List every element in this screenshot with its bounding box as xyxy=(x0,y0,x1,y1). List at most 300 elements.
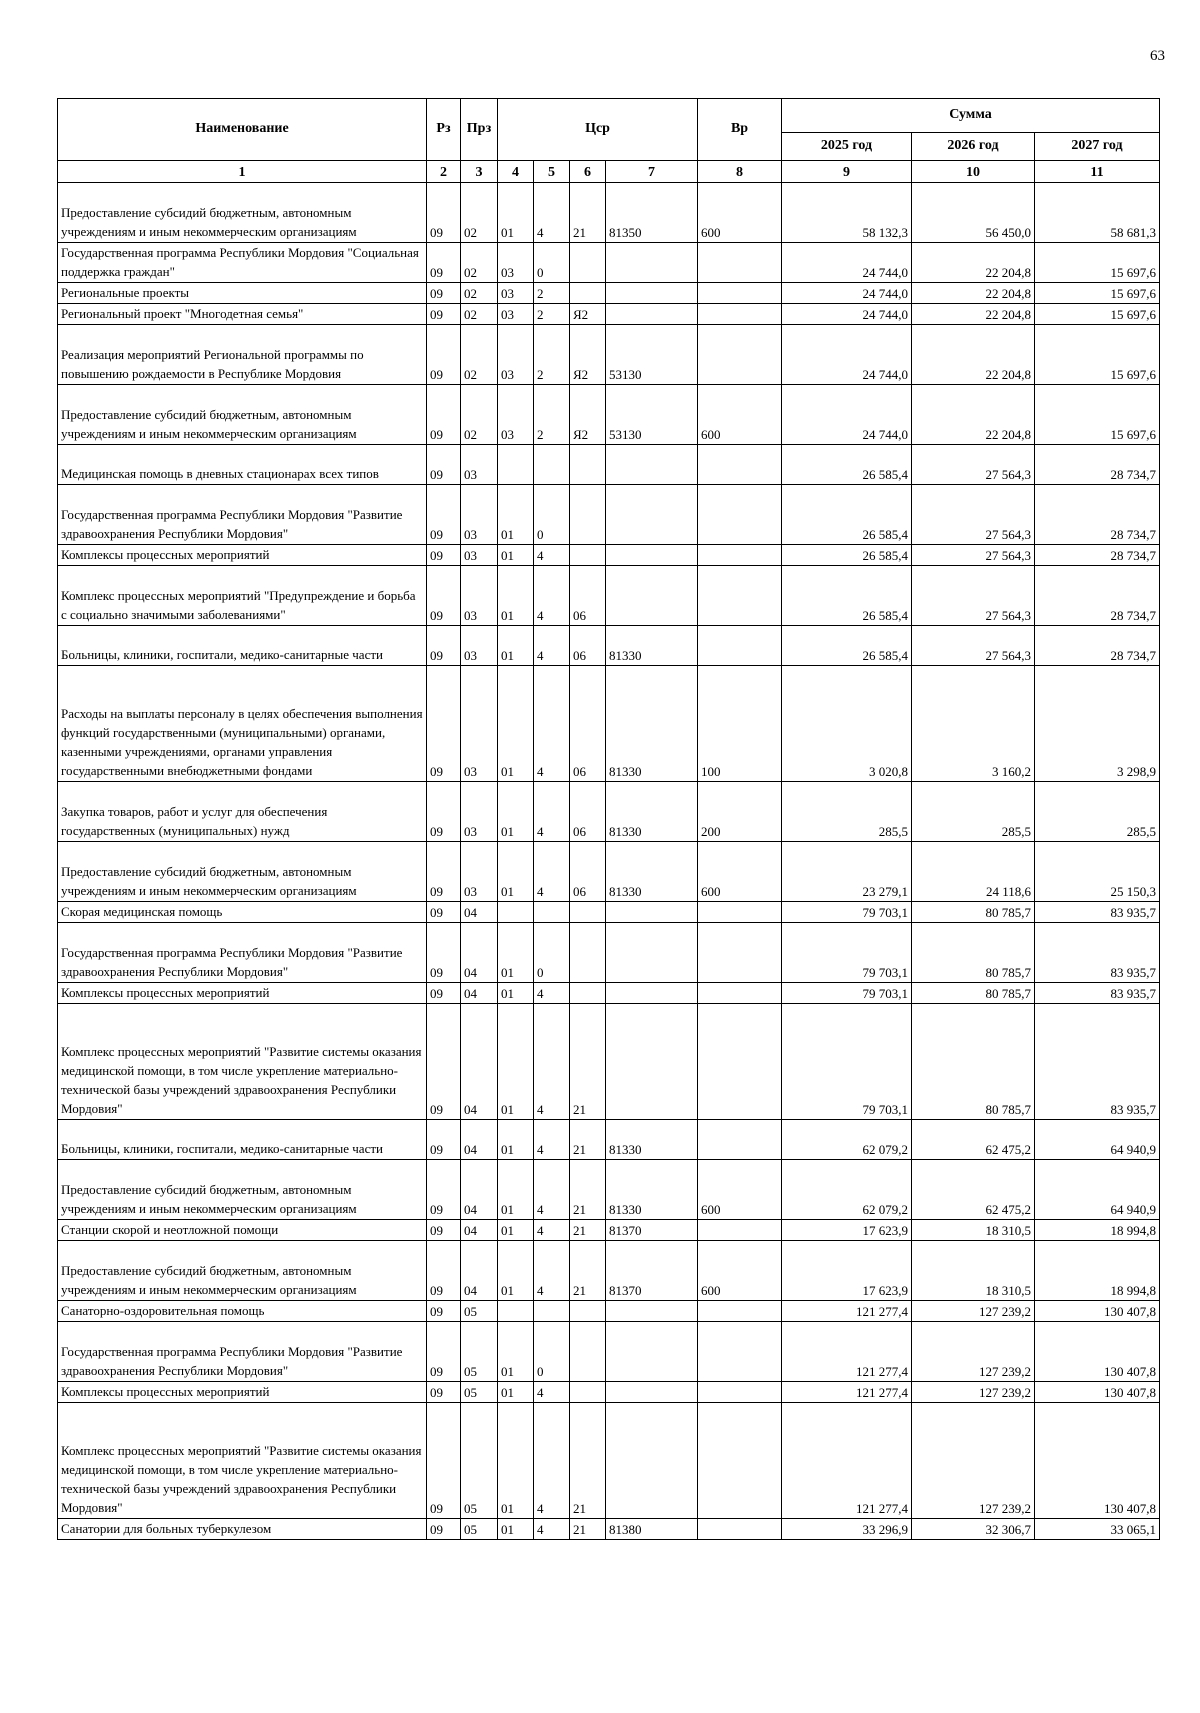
row-rz: 09 xyxy=(427,842,461,902)
table-row xyxy=(58,666,1160,782)
row-csr-program: 03 xyxy=(498,325,534,385)
row-sum-2025: 79 703,1 xyxy=(782,983,912,1004)
header-vr: Вр xyxy=(698,99,782,161)
row-prz: 03 xyxy=(461,445,498,485)
table-row xyxy=(58,183,1160,243)
row-csr-direction: 81330 xyxy=(606,1120,698,1160)
row-rz: 09 xyxy=(427,566,461,626)
row-prz: 03 xyxy=(461,782,498,842)
row-csr-element xyxy=(570,902,606,923)
row-rz: 09 xyxy=(427,1120,461,1160)
row-sum-2027: 33 065,1 xyxy=(1035,1519,1160,1540)
row-name: Больницы, клиники, госпитали, медико-санитарные части xyxy=(58,1120,427,1160)
row-sum-2025: 58 132,3 xyxy=(782,183,912,243)
row-csr-type: 0 xyxy=(534,923,570,983)
row-sum-2027: 28 734,7 xyxy=(1035,566,1160,626)
row-csr-program: 01 xyxy=(498,923,534,983)
row-csr-direction xyxy=(606,1322,698,1382)
row-csr-type xyxy=(534,1301,570,1322)
row-vr: 600 xyxy=(698,385,782,445)
row-csr-program: 01 xyxy=(498,1403,534,1519)
header-csr: Цср xyxy=(498,99,698,161)
row-sum-2025: 23 279,1 xyxy=(782,842,912,902)
row-csr-type: 0 xyxy=(534,243,570,283)
row-csr-program: 03 xyxy=(498,243,534,283)
header-sum: Сумма xyxy=(782,99,1160,133)
row-csr-program xyxy=(498,1301,534,1322)
row-sum-2027: 28 734,7 xyxy=(1035,485,1160,545)
row-sum-2025: 79 703,1 xyxy=(782,1004,912,1120)
row-csr-element: 21 xyxy=(570,183,606,243)
row-csr-direction xyxy=(606,445,698,485)
row-csr-element xyxy=(570,1382,606,1403)
row-csr-direction: 81350 xyxy=(606,183,698,243)
table-row xyxy=(58,1301,1160,1322)
row-sum-2026: 22 204,8 xyxy=(912,325,1035,385)
row-vr xyxy=(698,1120,782,1160)
row-csr-program: 01 xyxy=(498,666,534,782)
row-rz: 09 xyxy=(427,902,461,923)
row-csr-program: 01 xyxy=(498,626,534,666)
row-rz: 09 xyxy=(427,304,461,325)
row-sum-2025: 26 585,4 xyxy=(782,566,912,626)
row-sum-2025: 121 277,4 xyxy=(782,1322,912,1382)
row-csr-element: 06 xyxy=(570,626,606,666)
row-prz: 02 xyxy=(461,304,498,325)
row-vr xyxy=(698,1301,782,1322)
row-csr-element: 06 xyxy=(570,782,606,842)
table-row xyxy=(58,566,1160,626)
row-csr-direction xyxy=(606,566,698,626)
row-name: Региональный проект "Многодетная семья" xyxy=(58,304,427,325)
row-csr-type: 4 xyxy=(534,1382,570,1403)
row-csr-program: 01 xyxy=(498,782,534,842)
row-sum-2026: 32 306,7 xyxy=(912,1519,1035,1540)
row-sum-2025: 26 585,4 xyxy=(782,545,912,566)
row-vr xyxy=(698,1004,782,1120)
row-rz: 09 xyxy=(427,1220,461,1241)
row-csr-direction xyxy=(606,243,698,283)
row-csr-element: 06 xyxy=(570,566,606,626)
row-sum-2026: 127 239,2 xyxy=(912,1322,1035,1382)
row-sum-2025: 17 623,9 xyxy=(782,1220,912,1241)
row-rz: 09 xyxy=(427,1160,461,1220)
row-name: Государственная программа Республики Мордовия "Социальная поддержка граждан" xyxy=(58,243,427,283)
row-sum-2026: 127 239,2 xyxy=(912,1301,1035,1322)
row-sum-2026: 127 239,2 xyxy=(912,1382,1035,1403)
row-sum-2027: 3 298,9 xyxy=(1035,666,1160,782)
row-rz: 09 xyxy=(427,923,461,983)
row-sum-2026: 80 785,7 xyxy=(912,983,1035,1004)
row-csr-type: 4 xyxy=(534,983,570,1004)
row-sum-2026: 18 310,5 xyxy=(912,1220,1035,1241)
header-year-2025: 2025 год xyxy=(782,133,912,161)
table-row xyxy=(58,1004,1160,1120)
row-name: Государственная программа Республики Мордовия "Развитие здравоохранения Республики Мордовия" xyxy=(58,1322,427,1382)
row-vr xyxy=(698,902,782,923)
row-csr-element: Я2 xyxy=(570,385,606,445)
row-prz: 04 xyxy=(461,1004,498,1120)
row-name: Предоставление субсидий бюджетным, автономным учреждениям и иным некоммерческим организациям xyxy=(58,842,427,902)
row-name: Реализация мероприятий Региональной программы по повышению рождаемости в Республике Мордовия xyxy=(58,325,427,385)
row-rz: 09 xyxy=(427,983,461,1004)
row-sum-2025: 3 020,8 xyxy=(782,666,912,782)
row-vr: 600 xyxy=(698,1160,782,1220)
row-sum-2027: 83 935,7 xyxy=(1035,923,1160,983)
row-csr-element xyxy=(570,243,606,283)
row-rz: 09 xyxy=(427,1519,461,1540)
row-csr-type: 4 xyxy=(534,1160,570,1220)
row-name: Комплекс процессных мероприятий "Развитие системы оказания медицинской помощи, в том числе укрепление материально-технической базы учреждений здравоохранения Республики Мордовия" xyxy=(58,1403,427,1519)
row-csr-direction: 81330 xyxy=(606,782,698,842)
row-csr-type: 4 xyxy=(534,566,570,626)
row-sum-2027: 15 697,6 xyxy=(1035,304,1160,325)
row-csr-type: 4 xyxy=(534,1403,570,1519)
row-rz: 09 xyxy=(427,1004,461,1120)
header-year-2026: 2026 год xyxy=(912,133,1035,161)
row-sum-2026: 80 785,7 xyxy=(912,1004,1035,1120)
row-sum-2027: 130 407,8 xyxy=(1035,1382,1160,1403)
header-rz: Рз xyxy=(427,99,461,161)
table-row xyxy=(58,1120,1160,1160)
row-sum-2027: 15 697,6 xyxy=(1035,325,1160,385)
row-prz: 03 xyxy=(461,485,498,545)
row-csr-program: 01 xyxy=(498,183,534,243)
row-vr xyxy=(698,1220,782,1241)
row-sum-2025: 26 585,4 xyxy=(782,445,912,485)
row-csr-direction xyxy=(606,485,698,545)
row-csr-direction xyxy=(606,1301,698,1322)
row-csr-direction: 81330 xyxy=(606,1160,698,1220)
row-vr xyxy=(698,243,782,283)
row-sum-2026: 18 310,5 xyxy=(912,1241,1035,1301)
column-number: 4 xyxy=(498,161,534,183)
row-name: Государственная программа Республики Мордовия "Развитие здравоохранения Республики Мордовия" xyxy=(58,485,427,545)
column-number: 9 xyxy=(782,161,912,183)
row-rz: 09 xyxy=(427,385,461,445)
row-sum-2025: 26 585,4 xyxy=(782,485,912,545)
row-sum-2027: 18 994,8 xyxy=(1035,1241,1160,1301)
row-vr xyxy=(698,566,782,626)
row-sum-2026: 127 239,2 xyxy=(912,1403,1035,1519)
row-sum-2026: 3 160,2 xyxy=(912,666,1035,782)
row-csr-element xyxy=(570,283,606,304)
row-sum-2027: 130 407,8 xyxy=(1035,1403,1160,1519)
row-csr-direction xyxy=(606,304,698,325)
row-csr-direction: 81330 xyxy=(606,626,698,666)
row-csr-element: 21 xyxy=(570,1220,606,1241)
row-csr-type: 4 xyxy=(534,666,570,782)
row-csr-element xyxy=(570,983,606,1004)
row-csr-program: 01 xyxy=(498,1322,534,1382)
row-csr-program: 01 xyxy=(498,1382,534,1403)
table-row xyxy=(58,304,1160,325)
table-row xyxy=(58,902,1160,923)
row-csr-element: Я2 xyxy=(570,304,606,325)
row-csr-type: 4 xyxy=(534,782,570,842)
row-csr-type xyxy=(534,445,570,485)
row-sum-2025: 121 277,4 xyxy=(782,1382,912,1403)
row-sum-2027: 83 935,7 xyxy=(1035,1004,1160,1120)
row-rz: 09 xyxy=(427,626,461,666)
row-csr-type: 4 xyxy=(534,545,570,566)
table-row xyxy=(58,1382,1160,1403)
row-sum-2025: 121 277,4 xyxy=(782,1301,912,1322)
row-csr-type: 4 xyxy=(534,1120,570,1160)
row-csr-element: 21 xyxy=(570,1120,606,1160)
budget-table xyxy=(57,98,1160,1540)
row-sum-2025: 24 744,0 xyxy=(782,385,912,445)
row-csr-type: 2 xyxy=(534,283,570,304)
row-sum-2027: 58 681,3 xyxy=(1035,183,1160,243)
row-csr-element: 21 xyxy=(570,1241,606,1301)
row-csr-direction: 81380 xyxy=(606,1519,698,1540)
row-csr-element xyxy=(570,1322,606,1382)
row-csr-direction xyxy=(606,1004,698,1120)
row-csr-direction xyxy=(606,1382,698,1403)
table-row xyxy=(58,983,1160,1004)
row-rz: 09 xyxy=(427,1241,461,1301)
row-vr: 600 xyxy=(698,842,782,902)
row-vr: 600 xyxy=(698,1241,782,1301)
row-sum-2027: 28 734,7 xyxy=(1035,545,1160,566)
row-csr-element: Я2 xyxy=(570,325,606,385)
row-rz: 09 xyxy=(427,283,461,304)
row-vr xyxy=(698,1322,782,1382)
row-sum-2026: 80 785,7 xyxy=(912,902,1035,923)
row-csr-element xyxy=(570,485,606,545)
row-prz: 03 xyxy=(461,566,498,626)
column-number: 11 xyxy=(1035,161,1160,183)
row-csr-type: 4 xyxy=(534,1004,570,1120)
row-csr-type: 4 xyxy=(534,1519,570,1540)
row-vr xyxy=(698,304,782,325)
row-csr-program: 01 xyxy=(498,1004,534,1120)
row-rz: 09 xyxy=(427,325,461,385)
row-csr-element xyxy=(570,545,606,566)
row-rz: 09 xyxy=(427,666,461,782)
row-prz: 04 xyxy=(461,1241,498,1301)
row-name: Расходы на выплаты персоналу в целях обеспечения выполнения функций государственными (муниципальными) органами, казенными учреждениями, органами управления государственными внебюджетными фондами xyxy=(58,666,427,782)
row-sum-2026: 285,5 xyxy=(912,782,1035,842)
row-sum-2026: 27 564,3 xyxy=(912,545,1035,566)
header-year-2027: 2027 год xyxy=(1035,133,1160,161)
table-row xyxy=(58,445,1160,485)
row-prz: 03 xyxy=(461,842,498,902)
header-prz: Прз xyxy=(461,99,498,161)
row-name: Государственная программа Республики Мордовия "Развитие здравоохранения Республики Мордовия" xyxy=(58,923,427,983)
row-name: Комплексы процессных мероприятий xyxy=(58,545,427,566)
row-vr: 100 xyxy=(698,666,782,782)
row-sum-2026: 27 564,3 xyxy=(912,566,1035,626)
row-prz: 05 xyxy=(461,1403,498,1519)
row-name: Станции скорой и неотложной помощи xyxy=(58,1220,427,1241)
row-csr-element: 06 xyxy=(570,842,606,902)
column-number: 7 xyxy=(606,161,698,183)
row-csr-type: 0 xyxy=(534,485,570,545)
row-sum-2026: 56 450,0 xyxy=(912,183,1035,243)
row-csr-element: 06 xyxy=(570,666,606,782)
row-sum-2026: 24 118,6 xyxy=(912,842,1035,902)
column-number: 2 xyxy=(427,161,461,183)
row-csr-element: 21 xyxy=(570,1403,606,1519)
row-prz: 04 xyxy=(461,1160,498,1220)
row-csr-type: 4 xyxy=(534,626,570,666)
row-name: Комплексы процессных мероприятий xyxy=(58,1382,427,1403)
table-row xyxy=(58,1220,1160,1241)
page-number: 63 xyxy=(1150,48,1165,64)
row-sum-2027: 83 935,7 xyxy=(1035,983,1160,1004)
row-csr-type xyxy=(534,902,570,923)
row-rz: 09 xyxy=(427,1322,461,1382)
row-csr-type: 4 xyxy=(534,1241,570,1301)
row-sum-2027: 130 407,8 xyxy=(1035,1301,1160,1322)
row-sum-2027: 64 940,9 xyxy=(1035,1120,1160,1160)
row-sum-2025: 79 703,1 xyxy=(782,923,912,983)
row-vr xyxy=(698,545,782,566)
row-name: Скорая медицинская помощь xyxy=(58,902,427,923)
table-row xyxy=(58,385,1160,445)
row-sum-2025: 24 744,0 xyxy=(782,325,912,385)
row-csr-type: 2 xyxy=(534,325,570,385)
column-number: 3 xyxy=(461,161,498,183)
row-name: Комплексы процессных мероприятий xyxy=(58,983,427,1004)
row-sum-2026: 62 475,2 xyxy=(912,1160,1035,1220)
row-vr xyxy=(698,983,782,1004)
row-sum-2025: 62 079,2 xyxy=(782,1160,912,1220)
row-name: Региональные проекты xyxy=(58,283,427,304)
row-name: Предоставление субсидий бюджетным, автономным учреждениям и иным некоммерческим организациям xyxy=(58,183,427,243)
row-sum-2025: 17 623,9 xyxy=(782,1241,912,1301)
row-sum-2027: 28 734,7 xyxy=(1035,445,1160,485)
table-row xyxy=(58,325,1160,385)
row-csr-program: 01 xyxy=(498,1241,534,1301)
table-row xyxy=(58,782,1160,842)
row-sum-2026: 22 204,8 xyxy=(912,304,1035,325)
row-csr-element xyxy=(570,1301,606,1322)
row-name: Больницы, клиники, госпитали, медико-санитарные части xyxy=(58,626,427,666)
row-csr-direction xyxy=(606,545,698,566)
row-vr xyxy=(698,485,782,545)
column-number: 6 xyxy=(570,161,606,183)
row-prz: 05 xyxy=(461,1382,498,1403)
row-csr-element: 21 xyxy=(570,1519,606,1540)
row-csr-direction: 81370 xyxy=(606,1220,698,1241)
row-csr-program: 03 xyxy=(498,385,534,445)
row-name: Комплекс процессных мероприятий "Развитие системы оказания медицинской помощи, в том числе укрепление материально-технической базы учреждений здравоохранения Республики Мордовия" xyxy=(58,1004,427,1120)
column-number: 10 xyxy=(912,161,1035,183)
row-name: Предоставление субсидий бюджетным, автономным учреждениям и иным некоммерческим организациям xyxy=(58,1160,427,1220)
row-sum-2025: 24 744,0 xyxy=(782,304,912,325)
row-csr-direction: 81370 xyxy=(606,1241,698,1301)
row-prz: 04 xyxy=(461,1120,498,1160)
table-row xyxy=(58,842,1160,902)
table-row xyxy=(58,283,1160,304)
row-sum-2027: 15 697,6 xyxy=(1035,385,1160,445)
row-csr-program: 01 xyxy=(498,545,534,566)
row-vr xyxy=(698,923,782,983)
row-csr-element: 21 xyxy=(570,1004,606,1120)
row-prz: 02 xyxy=(461,183,498,243)
row-vr xyxy=(698,1403,782,1519)
row-prz: 02 xyxy=(461,385,498,445)
row-csr-direction xyxy=(606,902,698,923)
row-prz: 05 xyxy=(461,1301,498,1322)
table-row xyxy=(58,1322,1160,1382)
row-sum-2026: 22 204,8 xyxy=(912,243,1035,283)
table-row xyxy=(58,1241,1160,1301)
row-csr-direction: 53130 xyxy=(606,325,698,385)
row-sum-2027: 28 734,7 xyxy=(1035,626,1160,666)
row-vr xyxy=(698,1519,782,1540)
row-prz: 05 xyxy=(461,1322,498,1382)
row-sum-2027: 15 697,6 xyxy=(1035,243,1160,283)
row-prz: 04 xyxy=(461,1220,498,1241)
row-sum-2026: 27 564,3 xyxy=(912,626,1035,666)
row-prz: 03 xyxy=(461,545,498,566)
row-prz: 03 xyxy=(461,666,498,782)
row-csr-program: 01 xyxy=(498,1120,534,1160)
row-vr xyxy=(698,445,782,485)
row-csr-type: 4 xyxy=(534,1220,570,1241)
row-prz: 02 xyxy=(461,325,498,385)
column-number: 5 xyxy=(534,161,570,183)
row-csr-program xyxy=(498,445,534,485)
row-vr xyxy=(698,325,782,385)
row-prz: 02 xyxy=(461,243,498,283)
row-sum-2025: 285,5 xyxy=(782,782,912,842)
row-vr: 600 xyxy=(698,183,782,243)
table-row xyxy=(58,1519,1160,1540)
row-rz: 09 xyxy=(427,445,461,485)
row-csr-direction: 53130 xyxy=(606,385,698,445)
row-csr-program: 03 xyxy=(498,304,534,325)
row-sum-2026: 62 475,2 xyxy=(912,1120,1035,1160)
row-name: Санаторно-оздоровительная помощь xyxy=(58,1301,427,1322)
row-sum-2025: 24 744,0 xyxy=(782,283,912,304)
row-csr-direction: 81330 xyxy=(606,842,698,902)
row-sum-2027: 15 697,6 xyxy=(1035,283,1160,304)
row-sum-2025: 62 079,2 xyxy=(782,1120,912,1160)
row-csr-type: 0 xyxy=(534,1322,570,1382)
table-row xyxy=(58,545,1160,566)
row-csr-direction xyxy=(606,1403,698,1519)
row-csr-type: 4 xyxy=(534,842,570,902)
row-name: Предоставление субсидий бюджетным, автономным учреждениям и иным некоммерческим организациям xyxy=(58,1241,427,1301)
column-number: 1 xyxy=(58,161,427,183)
column-number-row xyxy=(58,161,1160,183)
row-csr-program: 03 xyxy=(498,283,534,304)
row-sum-2027: 25 150,3 xyxy=(1035,842,1160,902)
row-sum-2027: 285,5 xyxy=(1035,782,1160,842)
row-csr-type: 2 xyxy=(534,385,570,445)
row-csr-direction xyxy=(606,283,698,304)
row-sum-2025: 121 277,4 xyxy=(782,1403,912,1519)
row-csr-program: 01 xyxy=(498,1519,534,1540)
row-sum-2025: 33 296,9 xyxy=(782,1519,912,1540)
row-sum-2026: 22 204,8 xyxy=(912,283,1035,304)
row-prz: 04 xyxy=(461,923,498,983)
row-rz: 09 xyxy=(427,782,461,842)
row-csr-direction: 81330 xyxy=(606,666,698,782)
row-sum-2027: 130 407,8 xyxy=(1035,1322,1160,1382)
row-vr xyxy=(698,1382,782,1403)
row-prz: 03 xyxy=(461,626,498,666)
row-csr-element xyxy=(570,923,606,983)
row-name: Санатории для больных туберкулезом xyxy=(58,1519,427,1540)
row-csr-program: 01 xyxy=(498,485,534,545)
table-row xyxy=(58,626,1160,666)
